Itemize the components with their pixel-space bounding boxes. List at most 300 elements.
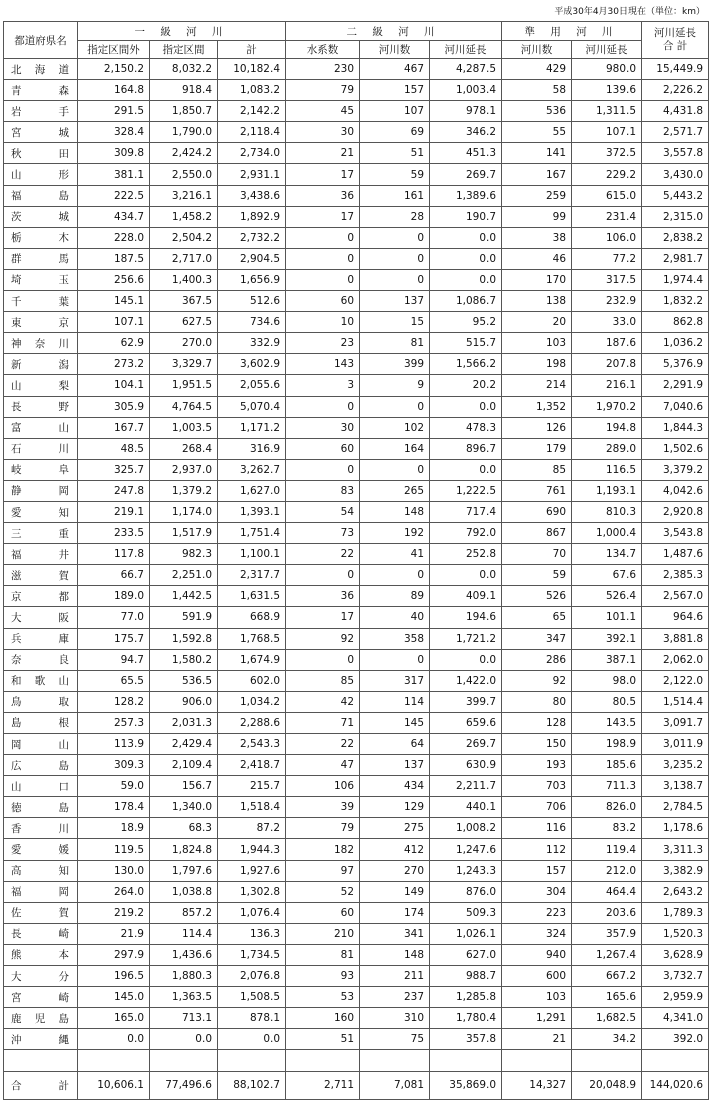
table-row <box>4 944 709 965</box>
cell-designated: 2,424.2 <box>150 143 218 164</box>
cell-outside-designated: 264.0 <box>78 881 150 902</box>
cell-total-length: 2,385.3 <box>642 565 709 586</box>
river-length-table <box>3 21 709 1100</box>
cell-class2-river-count: 0 <box>360 396 430 417</box>
cell-outside-designated: 145.1 <box>78 291 150 312</box>
cell-designated: 1,379.2 <box>150 480 218 501</box>
cell-class1-sum: 332.9 <box>218 333 286 354</box>
cell-prefecture: 山 梨 <box>4 375 78 396</box>
cell-designated: 2,717.0 <box>150 248 218 269</box>
cell-prefecture: 静 岡 <box>4 480 78 501</box>
cell-class2-river-count: 64 <box>360 734 430 755</box>
cell-water-systems: 92 <box>286 628 360 649</box>
cell-quasi-river-count: 304 <box>502 881 572 902</box>
cell-class2-river-count: 0 <box>360 227 430 248</box>
table-row <box>4 417 709 438</box>
cell-total-length: 1,974.4 <box>642 269 709 290</box>
cell-total-length: 3,091.7 <box>642 712 709 733</box>
cell-class2-river-count: 192 <box>360 523 430 544</box>
cell-designated: 4,764.5 <box>150 396 218 417</box>
empty-cell <box>642 1050 709 1071</box>
cell-water-systems: 17 <box>286 164 360 185</box>
cell-quasi-river-count: 128 <box>502 712 572 733</box>
cell-class2-length: 252.8 <box>430 544 502 565</box>
cell-outside-designated: 18.9 <box>78 818 150 839</box>
cell-class2-river-count: 148 <box>360 944 430 965</box>
cell-class2-length: 627.0 <box>430 944 502 965</box>
table-row <box>4 755 709 776</box>
cell-water-systems: 83 <box>286 480 360 501</box>
cell-class1-sum: 1,656.9 <box>218 269 286 290</box>
cell-quasi-length: 80.5 <box>572 691 642 712</box>
cell-designated: 68.3 <box>150 818 218 839</box>
cell-quasi-river-count: 690 <box>502 501 572 522</box>
cell-total-length: 964.6 <box>642 607 709 628</box>
cell-class2-river-count: 145 <box>360 712 430 733</box>
table-row <box>4 1029 709 1050</box>
cell-class2-length: 0.0 <box>430 396 502 417</box>
cell-water-systems: 42 <box>286 691 360 712</box>
cell-outside-designated: 233.5 <box>78 523 150 544</box>
cell-quasi-length: 387.1 <box>572 649 642 670</box>
cell-class1-sum: 10,182.4 <box>218 59 286 80</box>
cell-outside-designated: 273.2 <box>78 354 150 375</box>
cell-water-systems: 60 <box>286 902 360 923</box>
cell-quasi-length: 139.6 <box>572 80 642 101</box>
cell-designated: 1,850.7 <box>150 101 218 122</box>
cell-quasi-river-count: 703 <box>502 776 572 797</box>
header-class2-river-count: 河川数 <box>360 41 430 59</box>
cell-prefecture: 宮 城 <box>4 122 78 143</box>
date-unit-note: 平成30年4月30日現在（単位：km） <box>554 7 705 17</box>
header-water-systems: 水系数 <box>286 41 360 59</box>
table-row <box>4 966 709 987</box>
cell-total-length: 1,502.6 <box>642 438 709 459</box>
cell-total-length: 1,832.2 <box>642 291 709 312</box>
cell-quasi-river-count: 526 <box>502 586 572 607</box>
cell-class2-river-count: 157 <box>360 80 430 101</box>
cell-class2-river-count: 467 <box>360 59 430 80</box>
table-row <box>4 122 709 143</box>
cell-designated: 1,174.0 <box>150 501 218 522</box>
cell-outside-designated: 77.0 <box>78 607 150 628</box>
cell-class2-length: 451.3 <box>430 143 502 164</box>
cell-prefecture: 滋 賀 <box>4 565 78 586</box>
cell-outside-designated: 256.6 <box>78 269 150 290</box>
cell-outside-designated: 21.9 <box>78 923 150 944</box>
table-row <box>4 565 709 586</box>
cell-class2-river-count: 237 <box>360 987 430 1008</box>
table-row <box>4 164 709 185</box>
cell-total-length: 15,449.9 <box>642 59 709 80</box>
cell-quasi-river-count: 223 <box>502 902 572 923</box>
cell-water-systems: 85 <box>286 670 360 691</box>
cell-water-systems: 10 <box>286 312 360 333</box>
cell-class2-length: 409.1 <box>430 586 502 607</box>
cell-class2-length: 1,243.3 <box>430 860 502 881</box>
cell-quasi-length: 77.2 <box>572 248 642 269</box>
table-row <box>4 523 709 544</box>
cell-class1-sum: 2,118.4 <box>218 122 286 143</box>
cell-designated: 2,550.0 <box>150 164 218 185</box>
cell-total-length: 2,122.0 <box>642 670 709 691</box>
cell-outside-designated: 434.7 <box>78 206 150 227</box>
table-row <box>4 248 709 269</box>
cell-quasi-river-count: 324 <box>502 923 572 944</box>
cell-quasi-length: 526.4 <box>572 586 642 607</box>
cell-water-systems: 23 <box>286 333 360 354</box>
cell-quasi-river-count: 193 <box>502 755 572 776</box>
cell-outside-designated: 117.8 <box>78 544 150 565</box>
cell-water-systems: 30 <box>286 417 360 438</box>
cell-designated: 591.9 <box>150 607 218 628</box>
cell-quasi-river-count: 103 <box>502 987 572 1008</box>
cell-class1-sum: 1,627.0 <box>218 480 286 501</box>
cell-outside-designated: 305.9 <box>78 396 150 417</box>
cell-total-length: 1,844.3 <box>642 417 709 438</box>
cell-water-systems: 0 <box>286 269 360 290</box>
cell-class1-sum: 2,734.0 <box>218 143 286 164</box>
cell-water-systems: 36 <box>286 185 360 206</box>
cell-class1-sum: 1,083.2 <box>218 80 286 101</box>
table-row <box>4 712 709 733</box>
cell-class2-length: 269.7 <box>430 164 502 185</box>
cell-designated: 918.4 <box>150 80 218 101</box>
cell-quasi-length: 207.8 <box>572 354 642 375</box>
cell-outside-designated: 107.1 <box>78 312 150 333</box>
cell-designated: 270.0 <box>150 333 218 354</box>
cell-water-systems: 22 <box>286 734 360 755</box>
cell-class2-river-count: 7,081 <box>360 1071 430 1099</box>
cell-prefecture: 合 計 <box>4 1071 78 1099</box>
cell-water-systems: 53 <box>286 987 360 1008</box>
cell-total-length: 2,291.9 <box>642 375 709 396</box>
cell-water-systems: 182 <box>286 839 360 860</box>
cell-class1-sum: 1,751.4 <box>218 523 286 544</box>
cell-class2-river-count: 69 <box>360 122 430 143</box>
cell-total-length: 3,543.8 <box>642 523 709 544</box>
table-row <box>4 1008 709 1029</box>
cell-designated: 156.7 <box>150 776 218 797</box>
cell-prefecture: 山 口 <box>4 776 78 797</box>
cell-outside-designated: 228.0 <box>78 227 150 248</box>
cell-class2-length: 0.0 <box>430 459 502 480</box>
cell-total-length: 2,062.0 <box>642 649 709 670</box>
cell-quasi-length: 198.9 <box>572 734 642 755</box>
cell-class2-river-count: 0 <box>360 248 430 269</box>
cell-prefecture: 宮 崎 <box>4 987 78 1008</box>
cell-designated: 1,400.3 <box>150 269 218 290</box>
cell-class2-length: 1,247.6 <box>430 839 502 860</box>
cell-outside-designated: 196.5 <box>78 966 150 987</box>
cell-class2-length: 0.0 <box>430 649 502 670</box>
cell-total-length: 2,981.7 <box>642 248 709 269</box>
cell-prefecture: 長 崎 <box>4 923 78 944</box>
cell-class2-river-count: 102 <box>360 417 430 438</box>
cell-total-length: 2,643.2 <box>642 881 709 902</box>
cell-designated: 1,790.0 <box>150 122 218 143</box>
cell-prefecture: 佐 賀 <box>4 902 78 923</box>
cell-designated: 857.2 <box>150 902 218 923</box>
cell-class1-sum: 512.6 <box>218 291 286 312</box>
cell-quasi-river-count: 867 <box>502 523 572 544</box>
cell-outside-designated: 145.0 <box>78 987 150 1008</box>
cell-total-length: 3,557.8 <box>642 143 709 164</box>
cell-water-systems: 30 <box>286 122 360 143</box>
header-quasi-river-count: 河川数 <box>502 41 572 59</box>
cell-total-length: 1,789.3 <box>642 902 709 923</box>
cell-class1-sum: 87.2 <box>218 818 286 839</box>
cell-class2-river-count: 310 <box>360 1008 430 1029</box>
cell-class2-length: 978.1 <box>430 101 502 122</box>
cell-water-systems: 0 <box>286 248 360 269</box>
cell-total-length: 144,020.6 <box>642 1071 709 1099</box>
cell-designated: 627.5 <box>150 312 218 333</box>
cell-outside-designated: 381.1 <box>78 164 150 185</box>
cell-water-systems: 17 <box>286 607 360 628</box>
cell-quasi-length: 194.8 <box>572 417 642 438</box>
cell-outside-designated: 66.7 <box>78 565 150 586</box>
cell-class2-length: 1,389.6 <box>430 185 502 206</box>
cell-prefecture: 岡 山 <box>4 734 78 755</box>
cell-designated: 1,340.0 <box>150 797 218 818</box>
table-row <box>4 333 709 354</box>
cell-designated: 713.1 <box>150 1008 218 1029</box>
cell-quasi-river-count: 85 <box>502 459 572 480</box>
cell-total-length: 4,341.0 <box>642 1008 709 1029</box>
cell-prefecture: 奈 良 <box>4 649 78 670</box>
cell-water-systems: 210 <box>286 923 360 944</box>
cell-prefecture: 熊 本 <box>4 944 78 965</box>
cell-water-systems: 143 <box>286 354 360 375</box>
cell-total-length: 3,311.3 <box>642 839 709 860</box>
cell-class2-river-count: 149 <box>360 881 430 902</box>
cell-water-systems: 81 <box>286 944 360 965</box>
cell-class1-sum: 215.7 <box>218 776 286 797</box>
cell-class2-length: 1,086.7 <box>430 291 502 312</box>
cell-class2-river-count: 41 <box>360 544 430 565</box>
cell-class2-length: 4,287.5 <box>430 59 502 80</box>
cell-class2-river-count: 81 <box>360 333 430 354</box>
cell-quasi-length: 1,267.4 <box>572 944 642 965</box>
cell-class2-length: 357.8 <box>430 1029 502 1050</box>
cell-quasi-length: 464.4 <box>572 881 642 902</box>
cell-quasi-river-count: 150 <box>502 734 572 755</box>
cell-prefecture: 山 形 <box>4 164 78 185</box>
cell-quasi-length: 83.2 <box>572 818 642 839</box>
table-row <box>4 312 709 333</box>
cell-designated: 536.5 <box>150 670 218 691</box>
cell-prefecture: 千 葉 <box>4 291 78 312</box>
cell-quasi-river-count: 214 <box>502 375 572 396</box>
cell-designated: 2,429.4 <box>150 734 218 755</box>
empty-cell <box>502 1050 572 1071</box>
table-row <box>4 860 709 881</box>
cell-quasi-length: 231.4 <box>572 206 642 227</box>
cell-total-length: 3,382.9 <box>642 860 709 881</box>
cell-class2-river-count: 399 <box>360 354 430 375</box>
cell-total-length: 1,520.3 <box>642 923 709 944</box>
cell-quasi-river-count: 20 <box>502 312 572 333</box>
cell-class2-length: 630.9 <box>430 755 502 776</box>
cell-quasi-length: 116.5 <box>572 459 642 480</box>
table-row <box>4 923 709 944</box>
cell-class1-sum: 316.9 <box>218 438 286 459</box>
cell-quasi-length: 107.1 <box>572 122 642 143</box>
cell-prefecture: 三 重 <box>4 523 78 544</box>
cell-outside-designated: 297.9 <box>78 944 150 965</box>
cell-class1-sum: 2,732.2 <box>218 227 286 248</box>
cell-prefecture: 和 歌 山 <box>4 670 78 691</box>
cell-total-length: 3,430.0 <box>642 164 709 185</box>
cell-quasi-river-count: 536 <box>502 101 572 122</box>
empty-cell <box>286 1050 360 1071</box>
cell-total-length: 2,959.9 <box>642 987 709 1008</box>
cell-total-length: 862.8 <box>642 312 709 333</box>
cell-quasi-length: 289.0 <box>572 438 642 459</box>
cell-prefecture: 岩 手 <box>4 101 78 122</box>
cell-class2-length: 1,008.2 <box>430 818 502 839</box>
cell-outside-designated: 309.3 <box>78 755 150 776</box>
cell-outside-designated: 291.5 <box>78 101 150 122</box>
cell-designated: 906.0 <box>150 691 218 712</box>
cell-outside-designated: 130.0 <box>78 860 150 881</box>
table-row <box>4 544 709 565</box>
cell-water-systems: 54 <box>286 501 360 522</box>
table-row <box>4 480 709 501</box>
cell-total-length: 1,514.4 <box>642 691 709 712</box>
cell-designated: 0.0 <box>150 1029 218 1050</box>
cell-quasi-river-count: 99 <box>502 206 572 227</box>
table-row <box>4 902 709 923</box>
cell-class2-river-count: 75 <box>360 1029 430 1050</box>
empty-cell <box>150 1050 218 1071</box>
cell-quasi-river-count: 46 <box>502 248 572 269</box>
cell-quasi-river-count: 167 <box>502 164 572 185</box>
cell-class1-sum: 1,508.5 <box>218 987 286 1008</box>
cell-class2-length: 346.2 <box>430 122 502 143</box>
cell-quasi-river-count: 103 <box>502 333 572 354</box>
cell-quasi-length: 229.2 <box>572 164 642 185</box>
cell-outside-designated: 257.3 <box>78 712 150 733</box>
cell-designated: 2,109.4 <box>150 755 218 776</box>
cell-water-systems: 47 <box>286 755 360 776</box>
cell-prefecture: 岐 阜 <box>4 459 78 480</box>
cell-water-systems: 45 <box>286 101 360 122</box>
cell-prefecture: 徳 島 <box>4 797 78 818</box>
cell-class2-length: 0.0 <box>430 227 502 248</box>
cell-total-length: 2,920.8 <box>642 501 709 522</box>
cell-water-systems: 73 <box>286 523 360 544</box>
cell-class1-sum: 1,034.2 <box>218 691 286 712</box>
cell-class1-sum: 5,070.4 <box>218 396 286 417</box>
cell-prefecture: 神 奈 川 <box>4 333 78 354</box>
cell-quasi-river-count: 92 <box>502 670 572 691</box>
cell-water-systems: 3 <box>286 375 360 396</box>
cell-designated: 2,031.3 <box>150 712 218 733</box>
cell-outside-designated: 10,606.1 <box>78 1071 150 1099</box>
cell-class2-river-count: 270 <box>360 860 430 881</box>
cell-class2-length: 1,422.0 <box>430 670 502 691</box>
cell-class2-length: 792.0 <box>430 523 502 544</box>
cell-total-length: 3,732.7 <box>642 966 709 987</box>
cell-class1-sum: 2,288.6 <box>218 712 286 733</box>
table-row <box>4 797 709 818</box>
cell-quasi-river-count: 170 <box>502 269 572 290</box>
cell-class1-sum: 3,438.6 <box>218 185 286 206</box>
cell-class2-river-count: 0 <box>360 565 430 586</box>
cell-prefecture: 島 根 <box>4 712 78 733</box>
cell-water-systems: 39 <box>286 797 360 818</box>
cell-prefecture: 福 井 <box>4 544 78 565</box>
cell-outside-designated: 309.8 <box>78 143 150 164</box>
cell-total-length: 3,011.9 <box>642 734 709 755</box>
cell-water-systems: 71 <box>286 712 360 733</box>
table-row <box>4 607 709 628</box>
cell-quasi-length: 101.1 <box>572 607 642 628</box>
cell-designated: 1,880.3 <box>150 966 218 987</box>
cell-quasi-river-count: 198 <box>502 354 572 375</box>
cell-designated: 1,580.2 <box>150 649 218 670</box>
cell-class2-length: 659.6 <box>430 712 502 733</box>
cell-class2-river-count: 0 <box>360 459 430 480</box>
cell-quasi-length: 232.9 <box>572 291 642 312</box>
cell-quasi-river-count: 138 <box>502 291 572 312</box>
cell-prefecture: 香 川 <box>4 818 78 839</box>
cell-total-length: 1,487.6 <box>642 544 709 565</box>
cell-quasi-river-count: 116 <box>502 818 572 839</box>
empty-cell <box>572 1050 642 1071</box>
cell-quasi-length: 372.5 <box>572 143 642 164</box>
cell-total-length: 3,628.9 <box>642 944 709 965</box>
cell-outside-designated: 164.8 <box>78 80 150 101</box>
cell-prefecture: 東 京 <box>4 312 78 333</box>
cell-prefecture: 埼 玉 <box>4 269 78 290</box>
cell-prefecture: 鳥 取 <box>4 691 78 712</box>
cell-prefecture: 大 阪 <box>4 607 78 628</box>
cell-class2-river-count: 211 <box>360 966 430 987</box>
cell-designated: 268.4 <box>150 438 218 459</box>
cell-quasi-length: 134.7 <box>572 544 642 565</box>
cell-class2-river-count: 148 <box>360 501 430 522</box>
cell-class2-length: 194.6 <box>430 607 502 628</box>
table-row <box>4 881 709 902</box>
cell-designated: 3,329.7 <box>150 354 218 375</box>
cell-class2-river-count: 275 <box>360 818 430 839</box>
cell-class2-length: 269.7 <box>430 734 502 755</box>
cell-outside-designated: 48.5 <box>78 438 150 459</box>
cell-class1-sum: 1,100.1 <box>218 544 286 565</box>
cell-designated: 3,216.1 <box>150 185 218 206</box>
table-row <box>4 649 709 670</box>
cell-total-length: 1,178.6 <box>642 818 709 839</box>
cell-water-systems: 106 <box>286 776 360 797</box>
cell-outside-designated: 167.7 <box>78 417 150 438</box>
cell-quasi-river-count: 706 <box>502 797 572 818</box>
table-row <box>4 143 709 164</box>
cell-designated: 1,592.8 <box>150 628 218 649</box>
cell-quasi-river-count: 59 <box>502 565 572 586</box>
cell-class1-sum: 2,904.5 <box>218 248 286 269</box>
cell-quasi-length: 203.6 <box>572 902 642 923</box>
cell-quasi-length: 392.1 <box>572 628 642 649</box>
cell-quasi-length: 20,048.9 <box>572 1071 642 1099</box>
cell-water-systems: 21 <box>286 143 360 164</box>
cell-class2-length: 515.7 <box>430 333 502 354</box>
cell-class2-river-count: 9 <box>360 375 430 396</box>
cell-designated: 1,824.8 <box>150 839 218 860</box>
cell-total-length: 2,571.7 <box>642 122 709 143</box>
